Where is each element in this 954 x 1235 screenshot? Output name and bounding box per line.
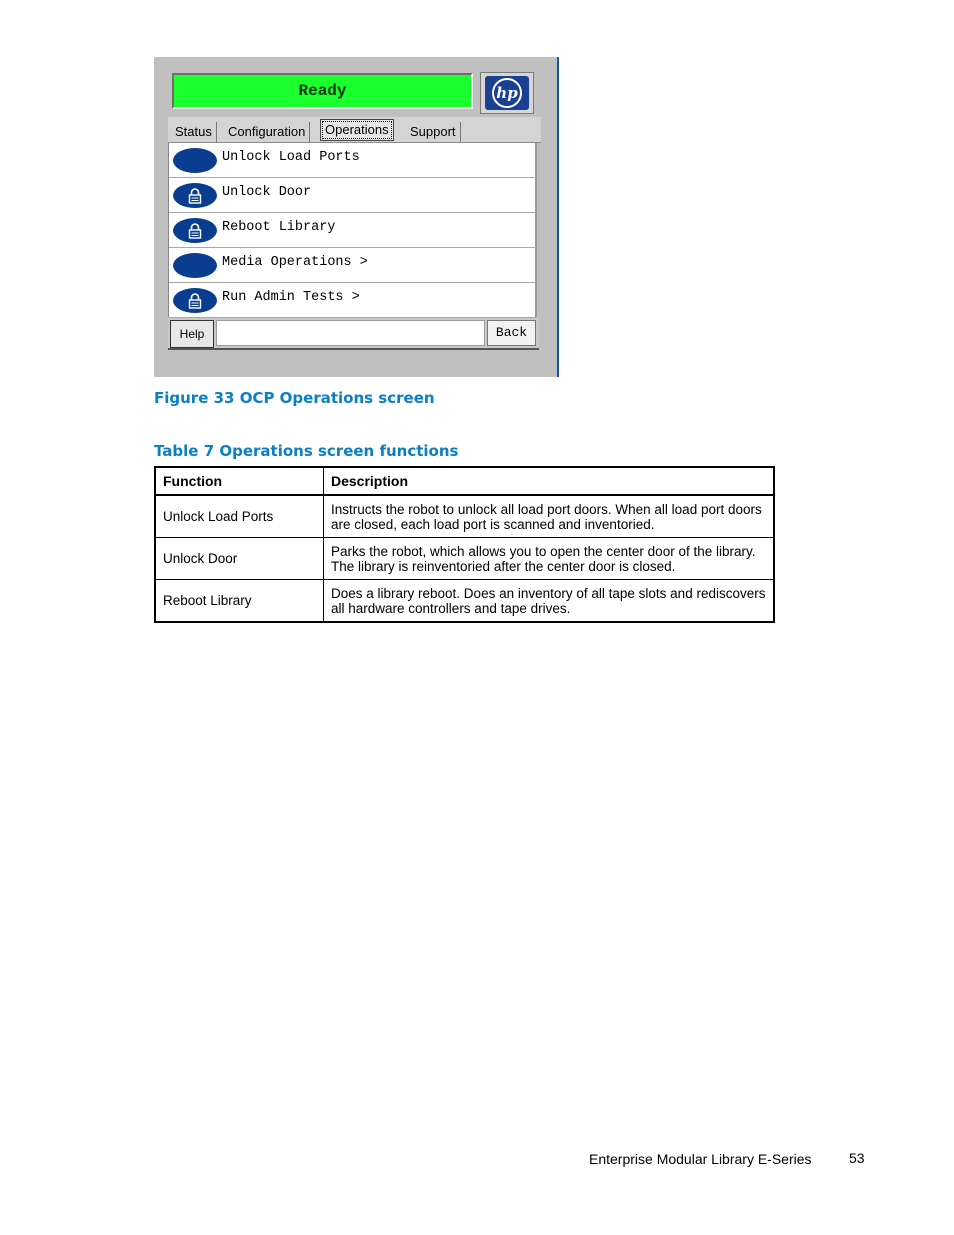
operations-functions-table bbox=[154, 466, 775, 623]
table-caption: Table 7 Operations screen functions bbox=[154, 442, 459, 460]
menu-oval-button[interactable] bbox=[173, 288, 217, 313]
menu-oval-button[interactable] bbox=[173, 218, 217, 243]
help-button[interactable]: Help bbox=[170, 320, 214, 348]
description-cell: Parks the robot, which allows you to open the center door of the library. The library is reinventoried after the center door is closed. bbox=[324, 538, 775, 580]
table-row bbox=[155, 495, 774, 538]
description-cell: Instructs the robot to unlock all load port doors. When all load port doors are closed, each load port is scanned and inventoried. bbox=[324, 495, 775, 538]
menu-item-run-admin-tests[interactable]: Run Admin Tests > bbox=[169, 283, 536, 318]
table-row bbox=[155, 538, 774, 580]
menu-oval-button[interactable] bbox=[173, 148, 217, 173]
function-cell: Unlock Door bbox=[155, 538, 324, 580]
tab-support[interactable]: Support bbox=[406, 122, 461, 142]
function-cell: Reboot Library bbox=[155, 580, 324, 623]
page-number: 53 bbox=[849, 1150, 865, 1166]
column-header-description: Description bbox=[324, 467, 775, 495]
table-header-row bbox=[155, 467, 774, 495]
status-display bbox=[172, 73, 473, 109]
status-text: Ready bbox=[298, 82, 347, 100]
function-cell: Unlock Load Ports bbox=[155, 495, 324, 538]
hp-logo-button[interactable] bbox=[480, 72, 534, 114]
tab-status[interactable]: Status bbox=[171, 122, 217, 142]
message-field bbox=[216, 320, 485, 346]
menu-oval-button[interactable] bbox=[173, 253, 217, 278]
table-row bbox=[155, 580, 774, 623]
menu-oval-button[interactable] bbox=[173, 183, 217, 208]
tab-strip bbox=[168, 117, 541, 143]
back-button[interactable]: Back bbox=[487, 320, 536, 346]
footer-title: Enterprise Modular Library E-Series bbox=[589, 1151, 812, 1167]
bottom-bar bbox=[168, 318, 539, 350]
menu-item-media-operations[interactable]: Media Operations > bbox=[169, 248, 536, 283]
lock-icon bbox=[188, 188, 202, 204]
menu-item-reboot-library[interactable]: Reboot Library bbox=[169, 213, 536, 248]
figure-caption: Figure 33 OCP Operations screen bbox=[154, 389, 435, 407]
menu-item-unlock-load-ports[interactable]: Unlock Load Ports bbox=[169, 143, 536, 178]
tab-configuration[interactable]: Configuration bbox=[224, 122, 310, 142]
lock-icon bbox=[188, 293, 202, 309]
operations-menu bbox=[168, 143, 537, 317]
menu-item-unlock-door[interactable]: Unlock Door bbox=[169, 178, 536, 213]
description-cell: Does a library reboot. Does an inventory of all tape slots and rediscovers all hardware controllers and tape drives. bbox=[324, 580, 775, 623]
lock-icon bbox=[188, 223, 202, 239]
tab-operations[interactable]: Operations bbox=[320, 119, 394, 141]
column-header-function: Function bbox=[155, 467, 324, 495]
ocp-operations-screenshot bbox=[154, 57, 559, 377]
hp-logo-icon: hp bbox=[485, 76, 529, 110]
